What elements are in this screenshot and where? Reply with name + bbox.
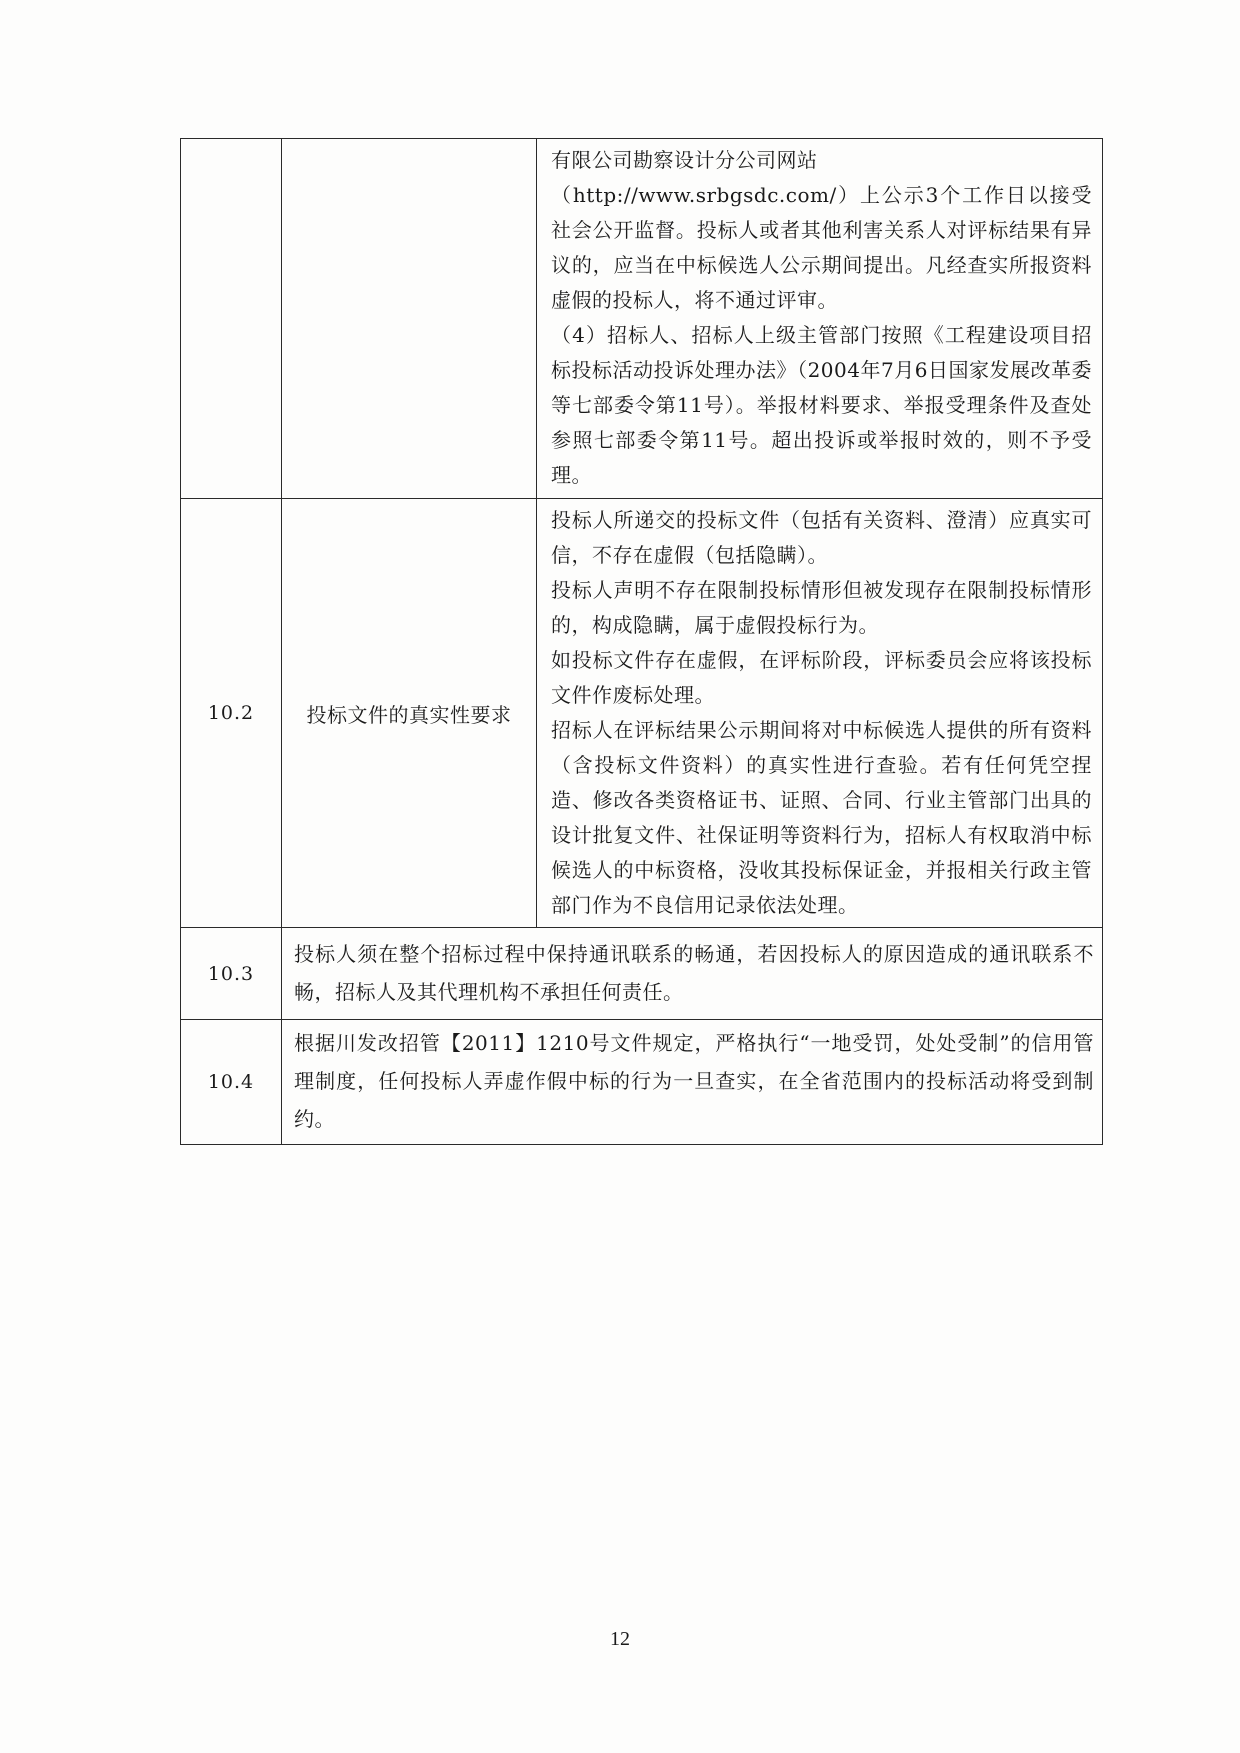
clause-number-cell: 10.4: [181, 1020, 282, 1145]
clause-content-cell: 根据川发改招管【2011】1210号文件规定，严格执行“一地受罚，处处受制”的信用管理制度，任何投标人弄虚作假中标的行为一旦查实，在全省范围内的投标活动将受到制约。: [282, 1020, 1103, 1145]
clause-number-cell: 10.2: [181, 499, 282, 928]
content-paragraph: （http://www.srbgsdc.com/）上公示3个工作日以接受社会公开监督。投标人或者其他利害关系人对评标结果有异议的，应当在中标候选人公示期间提出。凡经查实所报资料虚假的投标人，将不通过评审。: [551, 183, 1092, 312]
table-row-continuation: [181, 139, 1103, 499]
clause-number-cell: 10.3: [181, 928, 282, 1020]
table-row-10-4: [181, 1020, 1103, 1145]
content-paragraph: 投标人所递交的投标文件（包括有关资料、澄清）应真实可信，不存在虚假（包括隐瞒）。: [551, 508, 1092, 567]
table-row-10-3: [181, 928, 1103, 1020]
clause-content-cell: [537, 139, 1103, 499]
content-paragraph: 投标人声明不存在限制投标情形但被发现存在限制投标情形的，构成隐瞒，属于虚假投标行为。: [551, 578, 1092, 637]
clause-content-cell: 投标人须在整个招标过程中保持通讯联系的畅通，若因投标人的原因造成的通讯联系不畅，招标人及其代理机构不承担任何责任。: [282, 928, 1103, 1020]
content-paragraph: 如投标文件存在虚假，在评标阶段，评标委员会应将该投标文件作废标处理。: [551, 648, 1092, 707]
table-row-10-2: [181, 499, 1103, 928]
clause-content-cell: [537, 499, 1103, 928]
clause-item-cell: [282, 139, 537, 499]
clause-item-cell: 投标文件的真实性要求: [282, 499, 537, 928]
clause-number-cell: [181, 139, 282, 499]
content-paragraph: （4）招标人、招标人上级主管部门按照《工程建设项目招标投标活动投诉处理办法》（2004年7月6日国家发展改革委等七部委令第11号）。举报材料要求、举报受理条件及查处参照七部委令第11号。超出投诉或举报时效的，则不予受理。: [551, 323, 1092, 487]
page-number: 12: [610, 1628, 630, 1650]
content-paragraph: 有限公司勘察设计分公司网站: [551, 148, 818, 172]
content-paragraph: 招标人在评标结果公示期间将对中标候选人提供的所有资料（含投标文件资料）的真实性进行查验。若有任何凭空捏造、修改各类资格证书、证照、合同、行业主管部门出具的设计批复文件、社保证明等资料行为，招标人有权取消中标候选人的中标资格，没收其投标保证金，并报相关行政主管部门作为不良信用记录依法处理。: [551, 718, 1092, 917]
clause-table: [180, 138, 1103, 1145]
